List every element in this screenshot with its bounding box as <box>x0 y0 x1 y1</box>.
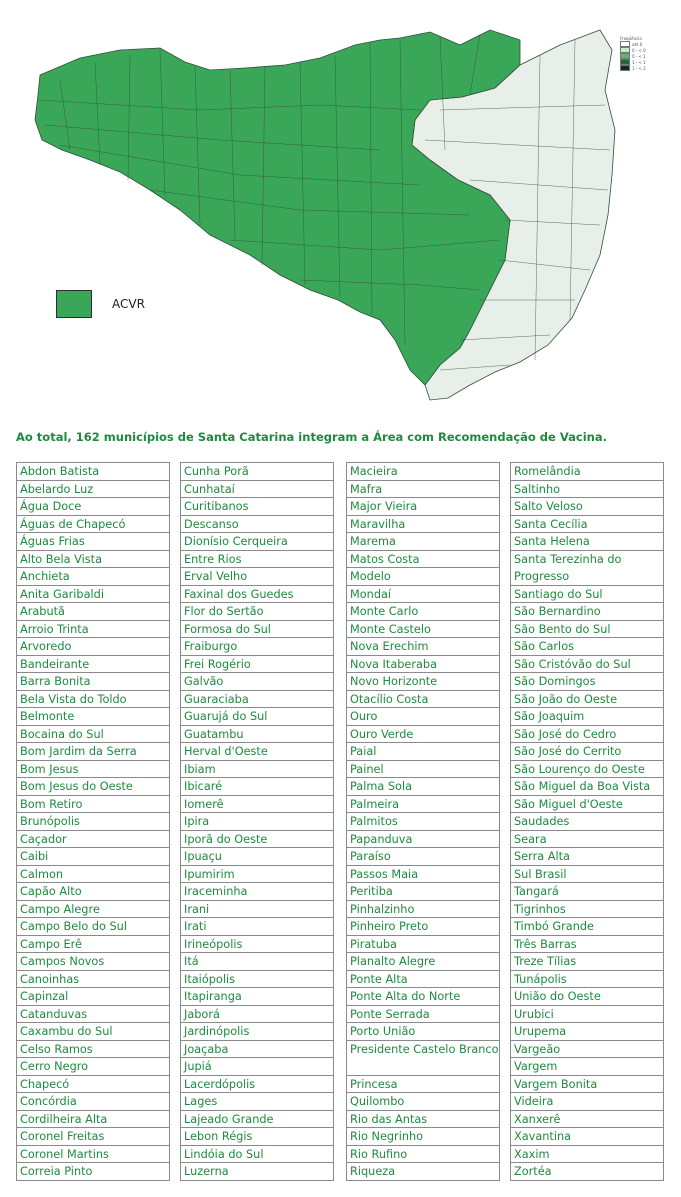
municipality-cell: Sul Brasil <box>511 866 663 884</box>
municipality-cell: São Lourenço do Oeste <box>511 761 663 779</box>
municipality-cell: Vargeão <box>511 1041 663 1059</box>
municipality-cell: Ponte Alta do Norte <box>347 988 499 1006</box>
municipality-cell: União do Oeste <box>511 988 663 1006</box>
municipality-cell: Santa Cecília <box>511 516 663 534</box>
municipality-cell: Curitibanos <box>181 498 333 516</box>
municipality-cell: São José do Cerrito <box>511 743 663 761</box>
municipality-cell: Caçador <box>17 831 169 849</box>
municipality-cell: Tangará <box>511 883 663 901</box>
municipality-cell: Quilombo <box>347 1093 499 1111</box>
municipality-cell: Pinhalzinho <box>347 901 499 919</box>
municipality-cell: Chapecó <box>17 1076 169 1094</box>
municipality-cell: Descanso <box>181 516 333 534</box>
municipality-cell: Belmonte <box>17 708 169 726</box>
municipality-cell: Ibicaré <box>181 778 333 796</box>
municipality-cell: São Bento do Sul <box>511 621 663 639</box>
municipality-cell: Cunha Porã <box>181 463 333 481</box>
municipality-cell: Tigrinhos <box>511 901 663 919</box>
municipality-cell: Guarujá do Sul <box>181 708 333 726</box>
municipality-cell: Lacerdópolis <box>181 1076 333 1094</box>
municipality-cell: Águas de Chapecó <box>17 516 169 534</box>
municipality-cell: Paraíso <box>347 848 499 866</box>
municipality-cell: Lebon Régis <box>181 1128 333 1146</box>
municipality-cell: Bom Jesus do Oeste <box>17 778 169 796</box>
municipality-cell: Fraiburgo <box>181 638 333 656</box>
municipality-cell: Bom Retiro <box>17 796 169 814</box>
municipality-cell: Dionísio Cerqueira <box>181 533 333 551</box>
municipality-cell: Urupema <box>511 1023 663 1041</box>
municipality-cell: Palmeira <box>347 796 499 814</box>
municipality-cell: Timbó Grande <box>511 918 663 936</box>
municipality-cell: Piratuba <box>347 936 499 954</box>
municipality-cell: Rio Negrinho <box>347 1128 499 1146</box>
municipality-cell: Porto União <box>347 1023 499 1041</box>
municipality-cell: Anita Garibaldi <box>17 586 169 604</box>
municipality-cell: Monte Carlo <box>347 603 499 621</box>
small-legend-title: Freqüência <box>620 36 642 41</box>
municipality-cell: Irineópolis <box>181 936 333 954</box>
municipality-cell: Caibi <box>17 848 169 866</box>
municipality-cell: Arvoredo <box>17 638 169 656</box>
municipality-cell: São Cristóvão do Sul <box>511 656 663 674</box>
municipality-cell: Joaçaba <box>181 1041 333 1059</box>
municipality-cell: Irati <box>181 918 333 936</box>
municipality-cell: Treze Tílias <box>511 953 663 971</box>
municipality-cell: Nova Itaberaba <box>347 656 499 674</box>
municipality-cell: Passos Maia <box>347 866 499 884</box>
municipality-cell: Saudades <box>511 813 663 831</box>
municipality-cell: Lindóia do Sul <box>181 1146 333 1164</box>
municipality-cell: Rio Rufino <box>347 1146 499 1164</box>
municipality-cell: Macieira <box>347 463 499 481</box>
municipality-cell: Videira <box>511 1093 663 1111</box>
municipality-cell: Santiago do Sul <box>511 586 663 604</box>
municipality-cell: Bela Vista do Toldo <box>17 691 169 709</box>
municipality-column-1 <box>16 462 170 1181</box>
municipality-cell: Paial <box>347 743 499 761</box>
municipality-cell: Mondaí <box>347 586 499 604</box>
municipality-cell: Calmon <box>17 866 169 884</box>
municipality-cell: Xanxerê <box>511 1111 663 1129</box>
municipality-cell: Salto Veloso <box>511 498 663 516</box>
municipality-cell: Ipumirim <box>181 866 333 884</box>
municipality-cell: Monte Castelo <box>347 621 499 639</box>
municipality-cell: São Carlos <box>511 638 663 656</box>
municipality-cell: Guatambu <box>181 726 333 744</box>
municipality-cell: Águas Frias <box>17 533 169 551</box>
municipality-cell: Itapiranga <box>181 988 333 1006</box>
municipality-cell: Romelândia <box>511 463 663 481</box>
municipality-cell: Bandeirante <box>17 656 169 674</box>
municipality-cell: Seara <box>511 831 663 849</box>
municipality-cell: Saltinho <box>511 481 663 499</box>
municipality-cell: Erval Velho <box>181 568 333 586</box>
municipality-cell: Formosa do Sul <box>181 621 333 639</box>
municipality-cell: São José do Cedro <box>511 726 663 744</box>
municipality-column-4 <box>510 462 664 1181</box>
municipality-cell: Bocaina do Sul <box>17 726 169 744</box>
municipality-cell: Novo Horizonte <box>347 673 499 691</box>
municipality-cell: Catanduvas <box>17 1006 169 1024</box>
municipality-cell: Palma Sola <box>347 778 499 796</box>
municipality-cell: Ponte Alta <box>347 971 499 989</box>
municipality-cell: Presidente Castelo Branco <box>347 1041 499 1076</box>
municipality-cell: Capinzal <box>17 988 169 1006</box>
small-legend-item: 0 - < 1 <box>620 53 646 59</box>
municipality-cell: Modelo <box>347 568 499 586</box>
acvr-legend-swatch <box>56 290 92 318</box>
municipality-cell: Peritiba <box>347 883 499 901</box>
municipality-cell: Jupiá <box>181 1058 333 1076</box>
municipality-cell: Marema <box>347 533 499 551</box>
municipality-cell: Itaiópolis <box>181 971 333 989</box>
municipality-cell: Concórdia <box>17 1093 169 1111</box>
municipality-cell: Santa Terezinha do Progresso <box>511 551 663 586</box>
municipality-cell: Vargem Bonita <box>511 1076 663 1094</box>
municipality-cell: Três Barras <box>511 936 663 954</box>
municipality-cell: Faxinal dos Guedes <box>181 586 333 604</box>
municipality-cell: Xavantina <box>511 1128 663 1146</box>
municipality-cell: Arabutã <box>17 603 169 621</box>
municipality-column-3 <box>346 462 500 1181</box>
municipality-cell: Campo Belo do Sul <box>17 918 169 936</box>
municipality-cell: Xaxim <box>511 1146 663 1164</box>
small-legend-item: 1 - < 1 <box>620 59 646 65</box>
municipality-cell: Ouro <box>347 708 499 726</box>
municipality-cell: Anchieta <box>17 568 169 586</box>
municipality-cell: Abdon Batista <box>17 463 169 481</box>
municipality-cell: Galvão <box>181 673 333 691</box>
municipality-cell: Correia Pinto <box>17 1163 169 1181</box>
municipality-cell: Lages <box>181 1093 333 1111</box>
municipality-cell: São João do Oeste <box>511 691 663 709</box>
municipality-cell: São Domingos <box>511 673 663 691</box>
municipality-cell: São Miguel d'Oeste <box>511 796 663 814</box>
municipality-cell: Cordilheira Alta <box>17 1111 169 1129</box>
municipality-cell: Iraceminha <box>181 883 333 901</box>
municipality-cell: Painel <box>347 761 499 779</box>
municipality-cell: Guaraciaba <box>181 691 333 709</box>
municipality-cell: Iomerê <box>181 796 333 814</box>
municipality-cell: Alto Bela Vista <box>17 551 169 569</box>
municipality-cell: Irani <box>181 901 333 919</box>
municipality-cell: Otacílio Costa <box>347 691 499 709</box>
municipality-cell: Urubici <box>511 1006 663 1024</box>
municipality-cell: Ouro Verde <box>347 726 499 744</box>
municipality-cell: Frei Rogério <box>181 656 333 674</box>
small-legend-item: até 0 <box>620 41 646 47</box>
santa-catarina-map <box>0 0 681 410</box>
municipality-cell: Cerro Negro <box>17 1058 169 1076</box>
municipality-cell: Zortéa <box>511 1163 663 1181</box>
map-region-acvr <box>35 30 520 385</box>
municipality-cell: Tunápolis <box>511 971 663 989</box>
municipality-cell: Abelardo Luz <box>17 481 169 499</box>
municipality-cell: Flor do Sertão <box>181 603 333 621</box>
municipality-cell: Rio das Antas <box>347 1111 499 1129</box>
municipality-cell: Caxambu do Sul <box>17 1023 169 1041</box>
municipality-cell: Matos Costa <box>347 551 499 569</box>
municipality-cell: Bom Jardim da Serra <box>17 743 169 761</box>
municipality-cell: Serra Alta <box>511 848 663 866</box>
municipality-cell: Planalto Alegre <box>347 953 499 971</box>
municipality-cell: Capão Alto <box>17 883 169 901</box>
municipality-cell: Herval d'Oeste <box>181 743 333 761</box>
municipality-cell: Campo Erê <box>17 936 169 954</box>
municipality-cell: São Miguel da Boa Vista <box>511 778 663 796</box>
municipality-cell: Barra Bonita <box>17 673 169 691</box>
municipality-cell: Bom Jesus <box>17 761 169 779</box>
municipality-cell: Riqueza <box>347 1163 499 1181</box>
municipality-cell: Cunhataí <box>181 481 333 499</box>
municipality-cell: Itá <box>181 953 333 971</box>
municipality-cell: São Joaquim <box>511 708 663 726</box>
municipality-cell: Campos Novos <box>17 953 169 971</box>
municipality-cell: Luzerna <box>181 1163 333 1181</box>
municipality-cell: Celso Ramos <box>17 1041 169 1059</box>
small-legend-item: 1 - < 2 <box>620 65 646 71</box>
acvr-legend-label: ACVR <box>112 297 145 311</box>
municipality-cell: Canoinhas <box>17 971 169 989</box>
municipality-cell: Pinheiro Preto <box>347 918 499 936</box>
municipality-cell: Maravilha <box>347 516 499 534</box>
municipality-cell: Ibiam <box>181 761 333 779</box>
municipality-cell: Major Vieira <box>347 498 499 516</box>
municipality-cell: Jardinópolis <box>181 1023 333 1041</box>
municipality-cell: Ipira <box>181 813 333 831</box>
municipality-cell: Campo Alegre <box>17 901 169 919</box>
municipality-cell: Brunópolis <box>17 813 169 831</box>
municipality-cell: Coronel Martins <box>17 1146 169 1164</box>
acvr-legend <box>56 290 145 318</box>
page-headline: Ao total, 162 municípios de Santa Catarina integram a Área com Recomendação de Vacina. <box>16 430 607 444</box>
municipality-cell: Palmitos <box>347 813 499 831</box>
municipality-cell: Ipuaçu <box>181 848 333 866</box>
municipality-cell: Arroio Trinta <box>17 621 169 639</box>
municipality-cell: Vargem <box>511 1058 663 1076</box>
municipality-cell: Ponte Serrada <box>347 1006 499 1024</box>
municipality-cell: São Bernardino <box>511 603 663 621</box>
municipality-cell: Princesa <box>347 1076 499 1094</box>
municipality-cell: Água Doce <box>17 498 169 516</box>
municipality-cell: Iporã do Oeste <box>181 831 333 849</box>
small-legend-item: 0 - < 0 <box>620 47 646 53</box>
map-small-legend <box>620 36 646 71</box>
municipality-cell: Papanduva <box>347 831 499 849</box>
municipality-cell: Jaborá <box>181 1006 333 1024</box>
municipality-cell: Nova Erechim <box>347 638 499 656</box>
municipality-cell: Mafra <box>347 481 499 499</box>
municipality-column-2 <box>180 462 334 1181</box>
municipality-cell: Lajeado Grande <box>181 1111 333 1129</box>
municipality-cell: Entre Rios <box>181 551 333 569</box>
municipality-cell: Coronel Freitas <box>17 1128 169 1146</box>
municipality-cell: Santa Helena <box>511 533 663 551</box>
